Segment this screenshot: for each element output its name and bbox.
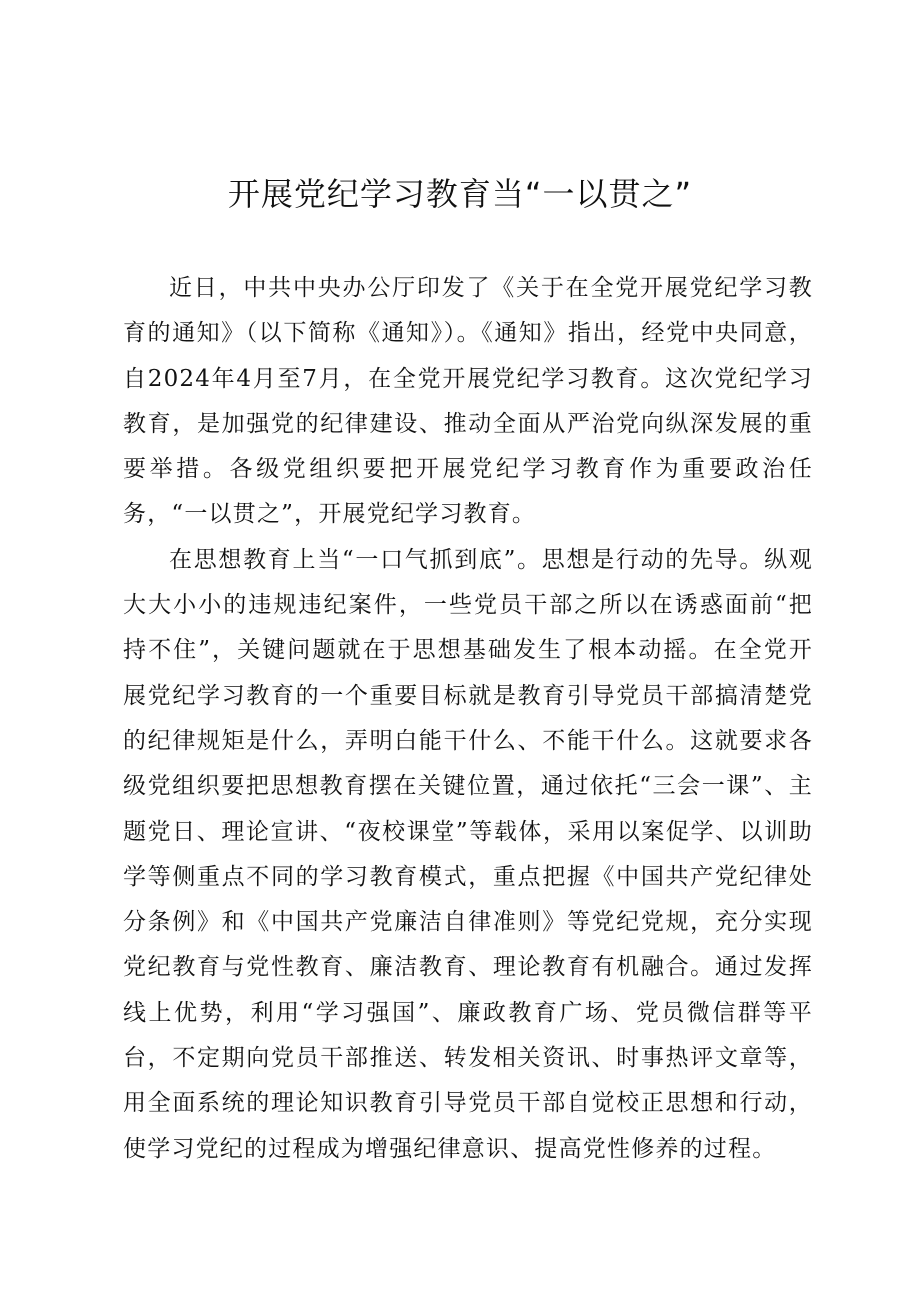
document-title: 开展党纪学习教育当“一以贯之” [227,175,693,213]
paragraph-thought-education: 在思想教育上当“一口气抓到底”。思想是行动的先导。纵观大大小小的违规违纪案件，一些党员干部之所以在诱惑面前“把持不住”，关键问题就在于思想基础发生了根本动摇。在全党开展党纪学习教育的一个重要目标就是教育引导党员干部搞清楚党的纪律规矩是什么，弄明白能干什么、不能干什么。这就要求各级党组织要把思想教育摆在关键位置，通过依托“三会一课”、主题党日、理论宣讲、“夜校课堂”等载体，采用以案促学、以训助学等侧重点不同的学习教育模式，重点把握《中国共产党纪律处分条例》和《中国共产党廉洁自律准则》等党纪党规，充分实现党纪教育与党性教育、廉洁教育、理论教育有机融合。通过发挥线上优势，利用“学习强国”、廉政教育广场、党员微信群等平台，不定期向党员干部推送、转发相关资讯、时事热评文章等，用全面系统的理论知识教育引导党员干部自觉校正思想和行动，使学习党纪的过程成为增强纪律意识、提高党性修养的过程。 [123,546,813,1162]
document-body [123,266,813,1172]
paragraph-intro: 近日，中共中央办公厅印发了《关于在全党开展党纪学习教育的通知》（以下简称《通知》）。《通知》指出，经党中央同意，自2024年4月至7月，在全党开展党纪学习教育。这次党纪学习教育，是加强党的纪律建设、推动全面从严治党向纵深发展的重要举措。各级党组织要把开展党纪学习教育作为重要政治任务，“一以贯之”，开展党纪学习教育。 [123,275,813,528]
